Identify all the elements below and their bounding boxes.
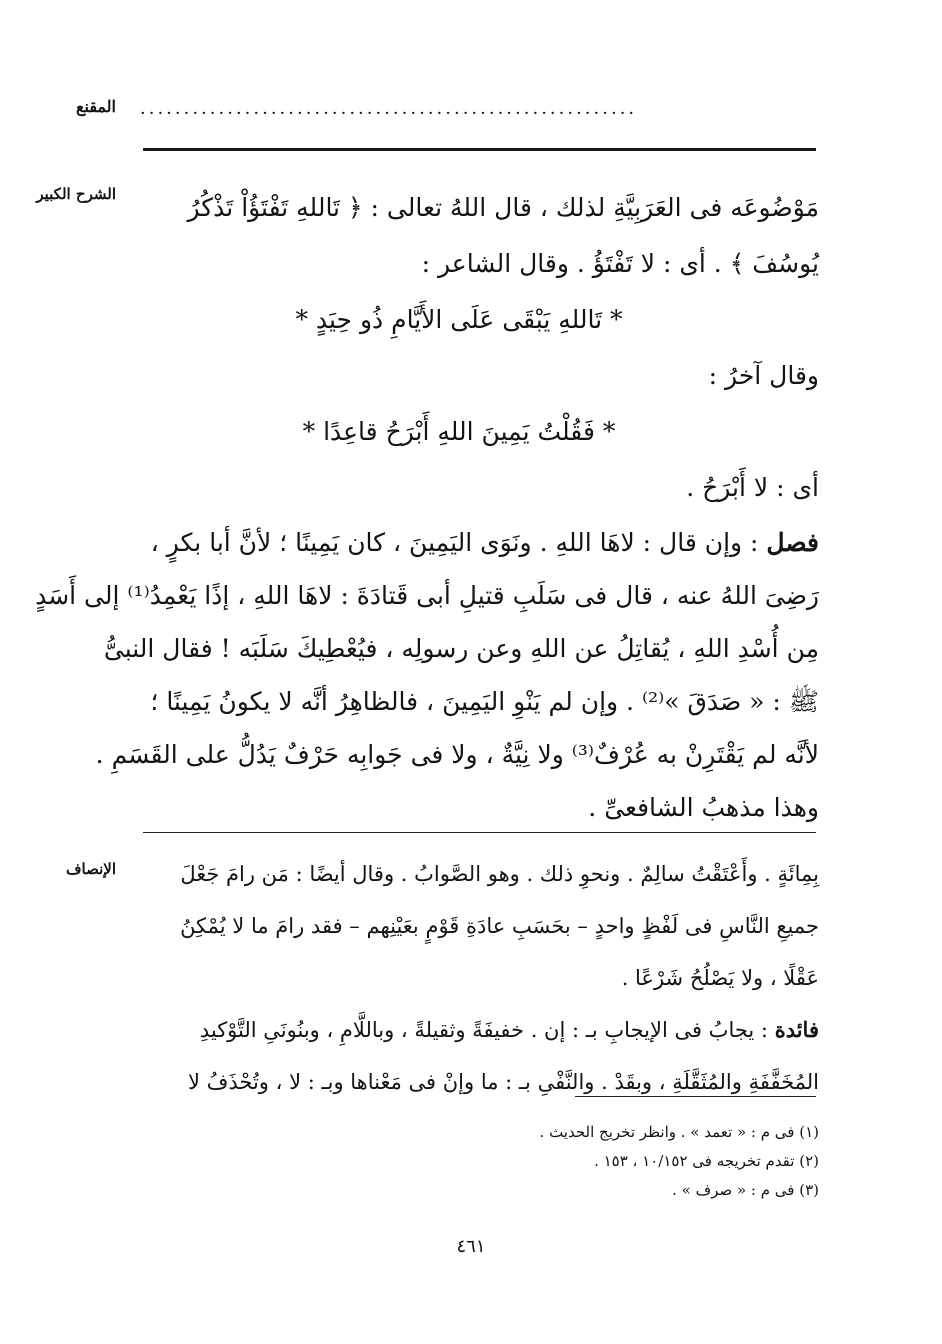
section-label-insaf: الإنصاف <box>65 860 116 878</box>
section-divider <box>143 832 816 833</box>
faida-heading: فائدة <box>774 1017 819 1042</box>
book-title: المقنع <box>75 97 116 116</box>
footnotes <box>139 1118 819 1205</box>
faida-line <box>139 1004 819 1056</box>
fasl-heading: فصل <box>766 528 819 557</box>
text-line: مِن أُسْدِ اللهِ ، يُقاتِلُ عن اللهِ وعن رسولِه ، فيُعْطِيكَ سَلَبَه ! فقال النبىُّ <box>103 634 819 663</box>
text-line: أى : لا أَبْرَحُ . <box>686 473 819 502</box>
fasl-line <box>139 516 819 569</box>
text-line: عَقْلًا ، ولا يَصْلُحُ شَرْعًا . <box>621 966 819 990</box>
page-number: ٤٦١ <box>456 1236 486 1257</box>
insaf-text-block <box>139 848 819 1108</box>
text-line: ﷺ : « صَدَقَ »⁽²⁾ . وإن لم يَنْوِ اليَمِينَ ، فالظاهِرُ أنَّه لا يكونُ يَمِينًا ؛ <box>150 687 819 716</box>
fasl-text: : وإن قال : لاهَا اللهِ . ونَوَى اليَمِينَ ، كان يَمِينًا ؛ لأنَّ أبا بكرٍ ، <box>150 528 759 557</box>
text-line: بِمِائَةٍ . وأَعْتَقْتُ سالِمٌ . ونحوِ ذلك . وهو الصَّوابُ . وقال أيضًا : مَن رامَ جَعْلَ <box>180 862 819 886</box>
faida-text: : يجابُ فى الإيجابِ بـ : إن . خفيفَةً وثقيلةً ، وباللَّامِ ، وبنُونَىِ التَّوْكيدِ <box>199 1018 768 1042</box>
text-line: رَضِىَ اللهُ عنه ، قال فى سَلَبِ قتيلِ أبى قَتادَةَ : لاهَا اللهِ ، إذًا يَعْمِدُ⁽¹⁾ إلى أَسَدٍ <box>35 581 819 610</box>
poetry-verse: * تَاللهِ يَبْقَى عَلَى الأَيَّامِ ذُو حِيَدٍ * <box>295 305 623 334</box>
text-line: المُخَفَّفَةِ والمُثَقَّلَةِ ، وبقَدْ . والنَّفْىِ بـ : ما وإنْ فى مَعْناها وبـ : لا ، وتُحْذَفُ لا <box>187 1070 819 1094</box>
section-label-sharh: الشرح الكبير <box>36 185 116 203</box>
text-line: يُوسُفَ ﴾ . أى : لا تَفْتَؤُ . وقال الشاعر : <box>421 249 819 278</box>
text-line: لأنَّه لم يَقْتَرِنْ به عُرْفٌ⁽³⁾ ولا نِيَّةٌ ، ولا فى جَوابِه حَرْفٌ يَدُلُّ على القَسَمِ . <box>95 740 819 769</box>
text-line: وقال آخرُ : <box>708 361 819 390</box>
text-line: مَوْضُوعَه فى العَرَبِيَّةِ لذلك ، قال اللهُ تعالى : ﴿ تَاللهِ تَفْتَؤُاْ تَذْكُرُ <box>187 193 819 222</box>
header-dot-leader: ························································· <box>140 103 638 124</box>
text-line: وهذا مذهبُ الشافعىِّ . <box>588 793 819 822</box>
footnote-rule <box>575 1096 816 1097</box>
poetry-verse: * فَقُلْتُ يَمِينَ اللهِ أَبْرَحُ قاعِدًا * <box>302 417 616 446</box>
footnote: (٢) تقدم تخريجه فى ١٠/١٥٢ ، ١٥٣ . <box>594 1152 819 1170</box>
header-rule <box>143 148 816 151</box>
footnote: (١) فى م : « تعمد » . وانظر تخريج الحديث . <box>539 1123 819 1141</box>
text-line: جميعِ النَّاسِ فى لَفْظٍ واحدٍ – بحَسَبِ عادَةِ قَوْمٍ بعَيْنِهم – فقد رامَ ما لا يُمْكِنُ <box>180 914 819 938</box>
footnote: (٣) فى م : « صرف » . <box>672 1181 819 1199</box>
